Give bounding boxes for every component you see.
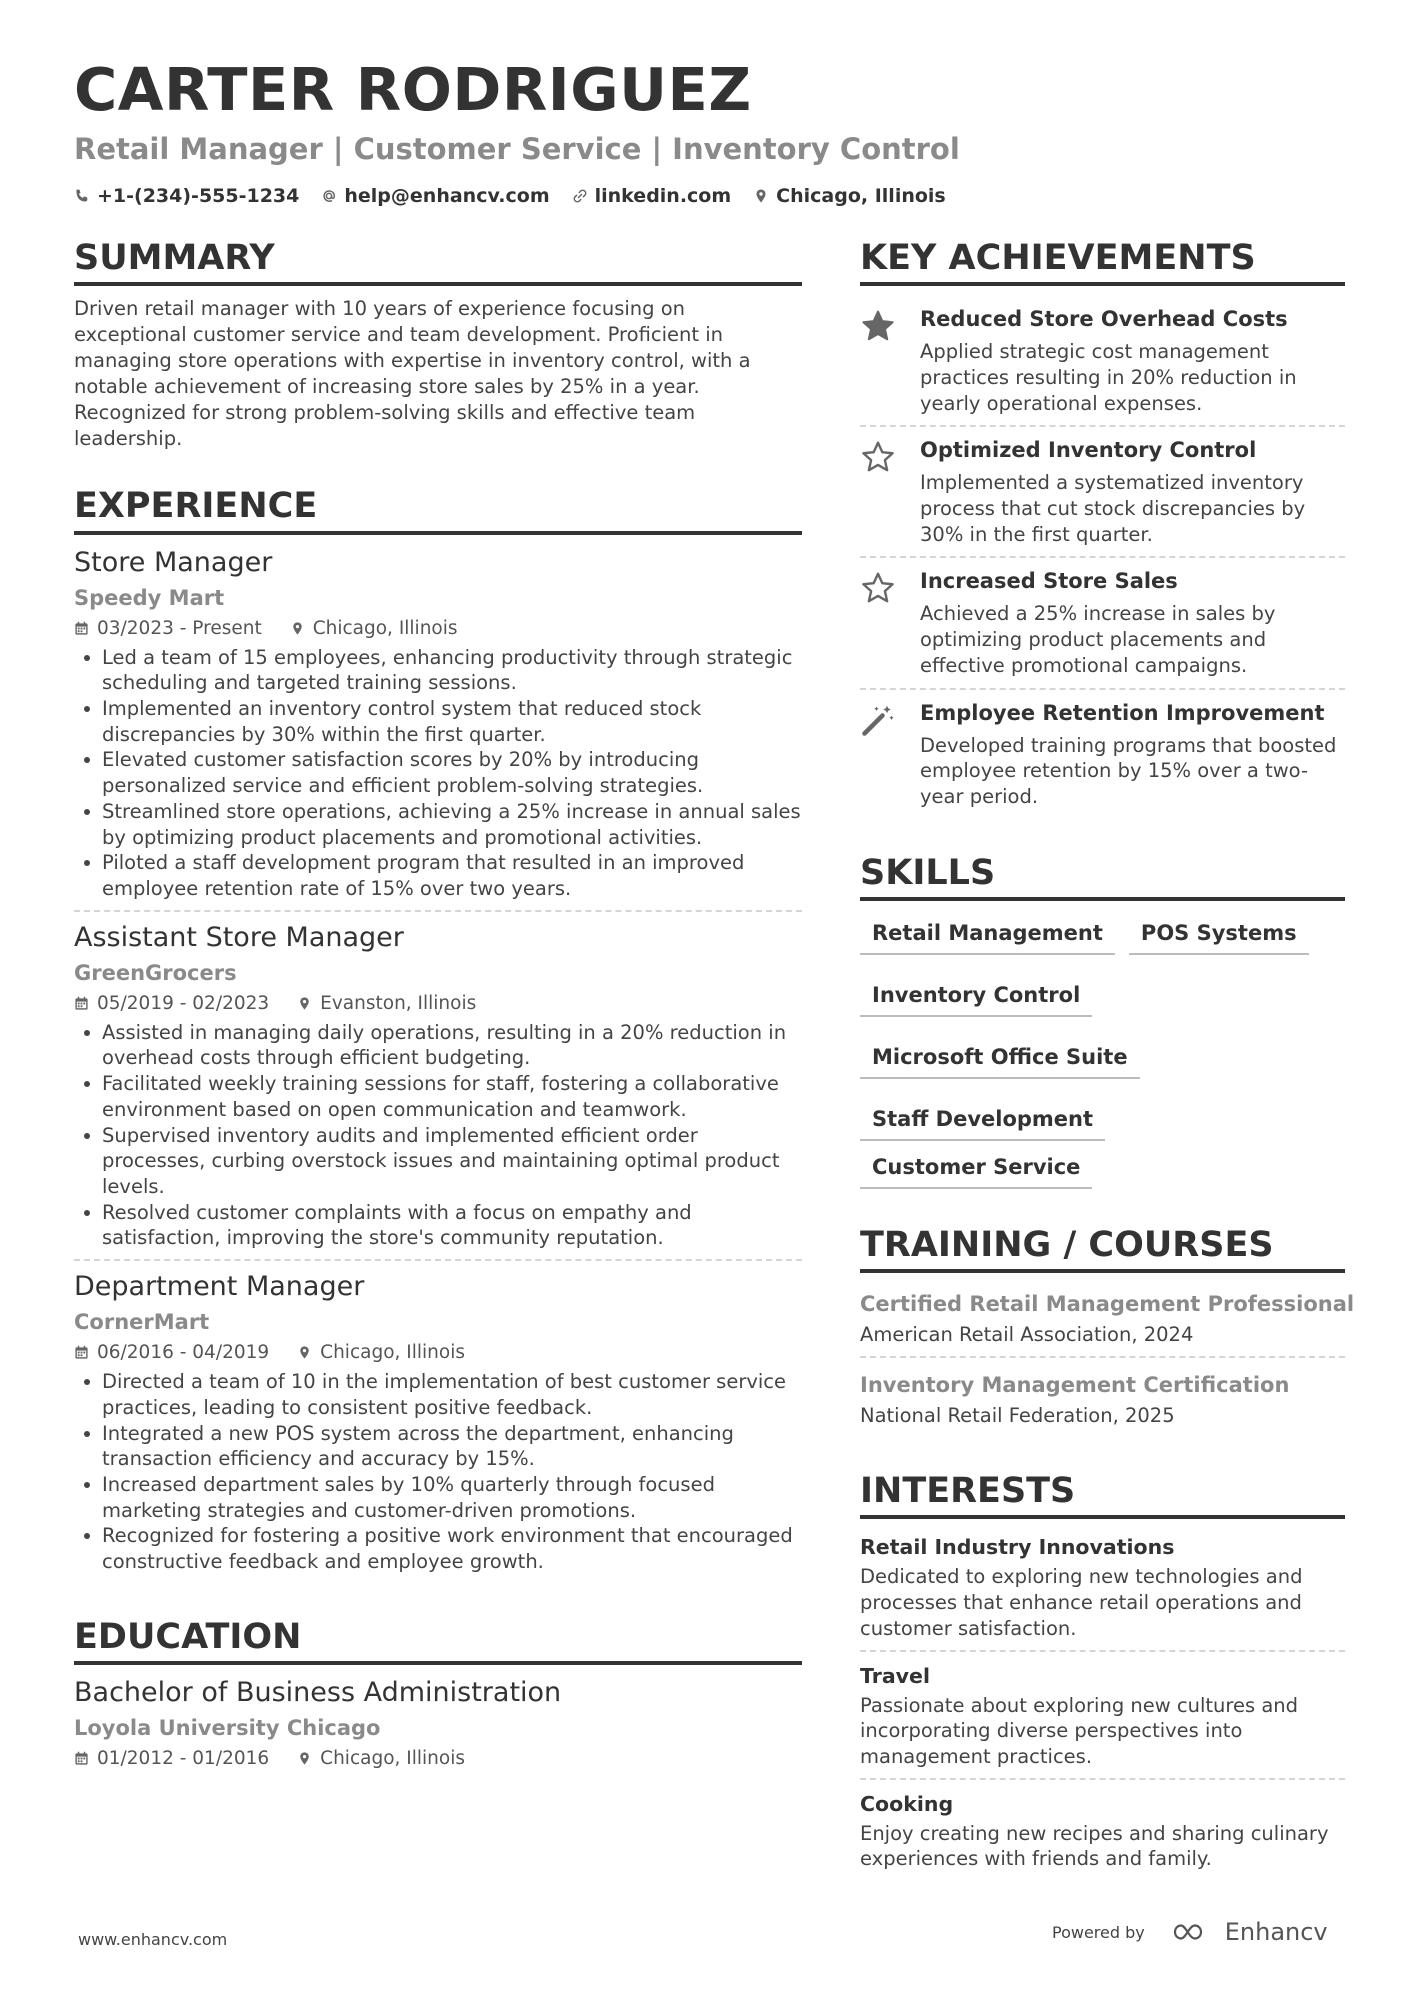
location-icon: [297, 1751, 312, 1766]
interest-desc: Enjoy creating new recipes and sharing culinary experiences with friends and family.: [860, 1821, 1329, 1871]
skill-tag: Retail Management: [860, 921, 1115, 955]
achievements-heading: KEY ACHIEVEMENTS: [860, 238, 1345, 286]
at-icon: [321, 188, 337, 204]
achievement-title: Increased Store Sales: [920, 569, 1178, 594]
bullet-item: Directed a team of 10 in the implementation of best customer service practices, leading to consistent positive feedback.: [74, 1369, 802, 1420]
job-meta: [74, 993, 802, 1014]
education-dates-text: 01/2012 - 01/2016: [97, 1748, 270, 1770]
left-column: [74, 238, 802, 1769]
job-entry: [74, 920, 802, 1261]
job-bullets: [74, 1020, 802, 1251]
candidate-headline: Retail Manager | Customer Service | Inventory Control: [74, 132, 960, 166]
phone-text: +1-(234)-555-1234: [97, 185, 300, 207]
interest-desc: Dedicated to exploring new technologies and processes that enhance retail operations and customer satisfaction.: [860, 1565, 1303, 1640]
calendar-icon: [74, 621, 89, 636]
skill-tag: POS Systems: [1129, 921, 1309, 955]
job-title: Store Manager: [74, 546, 273, 578]
skill-tag: Microsoft Office Suite: [860, 1045, 1140, 1079]
interest-title: Cooking: [860, 1791, 954, 1816]
interests-list: [860, 1529, 1345, 1880]
enhancv-logo[interactable]: [1171, 1918, 1328, 1946]
achievement-item: [860, 558, 1345, 689]
contact-phone[interactable]: [74, 185, 299, 207]
achievement-body: [920, 566, 1345, 678]
experience-heading: EXPERIENCE: [74, 486, 802, 534]
contact-email[interactable]: [321, 185, 549, 207]
achievement-title: Employee Retention Improvement: [920, 700, 1325, 725]
course-title: Certified Retail Management Professional: [860, 1292, 1355, 1317]
bullet-item: Recognized for fostering a positive work environment that encouraged constructive feedback and employee growth.: [74, 1523, 802, 1574]
job-dates: [74, 618, 262, 639]
job-title: Assistant Store Manager: [74, 921, 404, 953]
phone-icon: [74, 188, 90, 204]
job-dates-text: 05/2019 - 02/2023: [97, 992, 270, 1014]
star-outline-icon: [860, 439, 896, 475]
achievement-desc: Developed training programs that boosted employee retention by 15% over a two-year period.: [920, 733, 1337, 808]
summary-text: Driven retail manager with 10 years of experience focusing on exceptional customer service and team development. Proficient in managing store operations with expertise in inventory control, with a notable achievement of increasing store sales by 25% in a year. Recognized for strong problem-solving skills and effective team leadership.: [74, 297, 751, 451]
job-entry: [74, 1269, 802, 1583]
achievement-body: [920, 304, 1345, 416]
achievement-body: [920, 698, 1345, 810]
skills-heading: SKILLS: [860, 853, 1345, 901]
job-location-text: Evanston, Illinois: [320, 992, 477, 1014]
bullet-item: Implemented an inventory control system that reduced stock discrepancies by 30% within the first quarter.: [74, 696, 802, 747]
brand-name: Enhancv: [1224, 1918, 1328, 1946]
calendar-icon: [74, 1751, 89, 1766]
location-icon: [297, 996, 312, 1011]
interest-title: Travel: [860, 1663, 930, 1688]
education-dates: [74, 1748, 269, 1769]
company-name: Speedy Mart: [74, 585, 225, 610]
job-dates-text: 03/2023 - Present: [97, 617, 262, 639]
company-name: GreenGrocers: [74, 960, 237, 985]
achievement-icon-wrap: [860, 435, 900, 547]
course-provider: National Retail Federation, 2025: [860, 1404, 1175, 1428]
achievement-item: [860, 690, 1345, 819]
contact-linkedin[interactable]: [572, 185, 732, 207]
job-location-text: Chicago, Illinois: [320, 1342, 465, 1364]
job-dates: [74, 1342, 269, 1363]
degree-title: Bachelor of Business Administration: [74, 1677, 562, 1709]
bullet-item: Led a team of 15 employees, enhancing productivity through strategic scheduling and targeted training sessions.: [74, 645, 802, 696]
bullet-item: Assisted in managing daily operations, resulting in a 20% reduction in overhead costs through efficient budgeting.: [74, 1020, 802, 1071]
achievements-list: [860, 296, 1345, 818]
footer-website[interactable]: www.enhancv.com: [78, 1930, 228, 1949]
course-item: [860, 1283, 1355, 1358]
contact-bar: [74, 185, 946, 207]
job-bullets: [74, 645, 802, 902]
achievement-icon-wrap: [860, 698, 900, 810]
education-location-text: Chicago, Illinois: [320, 1748, 465, 1770]
bullet-item: Supervised inventory audits and implemented efficient order processes, curbing overstock issues and maintaining optimal product levels.: [74, 1123, 802, 1200]
location-icon: [753, 188, 769, 204]
job-title: Department Manager: [74, 1271, 365, 1303]
location-text: Chicago, Illinois: [776, 185, 946, 207]
skill-tag: Inventory Control: [860, 983, 1092, 1017]
right-column: [860, 238, 1355, 1880]
achievement-icon-wrap: [860, 566, 900, 678]
bullet-item: Facilitated weekly training sessions for staff, fostering a collaborative environment based on open communication and teamwork.: [74, 1071, 802, 1122]
bullet-item: Elevated customer satisfaction scores by 20% by introducing personalized service and efficient problem-solving strategies.: [74, 747, 802, 798]
education-heading: EDUCATION: [74, 1617, 802, 1665]
course-title: Inventory Management Certification: [860, 1373, 1290, 1398]
interest-item: [860, 1786, 1345, 1880]
achievement-title: Optimized Inventory Control: [920, 438, 1257, 463]
experience-list: [74, 545, 802, 1583]
calendar-icon: [74, 1345, 89, 1360]
education-location: [297, 1748, 465, 1769]
skills-list: [860, 921, 1345, 1189]
achievement-desc: Implemented a systematized inventory process that cut stock discrepancies by 30% in the first quarter.: [920, 471, 1306, 546]
calendar-icon: [74, 996, 89, 1011]
powered-by-label: Powered by: [1052, 1922, 1145, 1942]
achievement-desc: Applied strategic cost management practices resulting in 20% reduction in yearly operational expenses.: [920, 340, 1297, 415]
achievement-item: [860, 427, 1345, 558]
interest-item: [860, 1658, 1345, 1780]
job-location: [297, 993, 476, 1014]
achievement-desc: Achieved a 25% increase in sales by optimizing product placements and effective promotional campaigns.: [920, 602, 1276, 677]
job-bullets: [74, 1369, 802, 1575]
bullet-item: Integrated a new POS system across the department, enhancing transaction efficiency and accuracy by 15%.: [74, 1421, 802, 1472]
job-location-text: Chicago, Illinois: [312, 617, 458, 639]
job-meta: [74, 618, 802, 639]
star-filled-icon: [860, 308, 896, 344]
job-location: [297, 1342, 465, 1363]
location-icon: [297, 1345, 312, 1360]
candidate-name: CARTER RODRIGUEZ: [74, 55, 752, 124]
summary-heading: SUMMARY: [74, 238, 802, 286]
star-outline-icon: [860, 570, 896, 606]
contact-location: [753, 185, 946, 207]
skill-tag: Staff Development: [860, 1107, 1105, 1141]
bullet-item: Increased department sales by 10% quarterly through focused marketing strategies and customer-driven promotions.: [74, 1472, 802, 1523]
achievement-icon-wrap: [860, 304, 900, 416]
footer-branding: [1052, 1918, 1328, 1946]
company-name: CornerMart: [74, 1310, 210, 1335]
course-provider: American Retail Association, 2024: [860, 1323, 1194, 1347]
education-entry: [74, 1675, 802, 1769]
job-meta: [74, 1342, 802, 1363]
infinity-logo-icon: [1171, 1921, 1215, 1943]
location-icon: [290, 621, 305, 636]
job-entry: [74, 545, 802, 912]
interest-desc: Passionate about exploring new cultures and incorporating diverse perspectives into management practices.: [860, 1693, 1299, 1768]
job-dates-text: 06/2016 - 04/2019: [97, 1342, 270, 1364]
training-heading: TRAINING / COURSES: [860, 1225, 1345, 1273]
interests-heading: INTERESTS: [860, 1471, 1345, 1519]
school-name: Loyola University Chicago: [74, 1716, 381, 1741]
skill-tag: Customer Service: [860, 1155, 1092, 1189]
achievement-body: [920, 435, 1345, 547]
bullet-item: Streamlined store operations, achieving a 25% increase in annual sales by optimizing product placements and promotional activities.: [74, 799, 802, 850]
interest-item: [860, 1529, 1345, 1651]
achievement-item: [860, 296, 1345, 427]
bullet-item: Piloted a staff development program that resulted in an improved employee retention rate of 15% over two years.: [74, 850, 802, 901]
link-icon: [572, 188, 588, 204]
bullet-item: Resolved customer complaints with a focus on empathy and satisfaction, improving the store's community reputation.: [74, 1200, 802, 1251]
linkedin-text: linkedin.com: [594, 185, 732, 207]
course-item: [860, 1364, 1345, 1437]
achievement-title: Reduced Store Overhead Costs: [920, 307, 1288, 332]
training-list: [860, 1283, 1355, 1437]
job-location: [290, 618, 458, 639]
education-meta: [74, 1748, 802, 1769]
magic-wand-icon: [860, 702, 896, 738]
email-text: help@enhancv.com: [344, 185, 550, 207]
job-dates: [74, 993, 269, 1014]
interest-title: Retail Industry Innovations: [860, 1535, 1175, 1560]
